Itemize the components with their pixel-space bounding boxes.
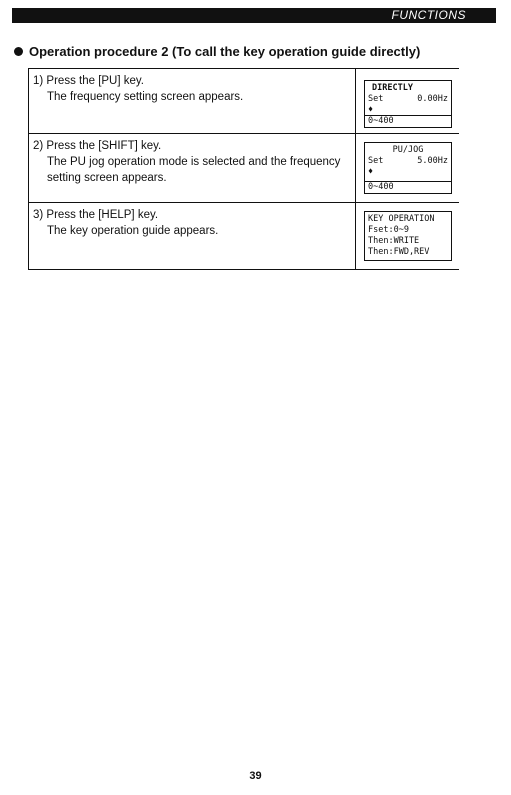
lcd-guide-line: Then:FWD,REV xyxy=(368,247,430,257)
section-title-text: Operation procedure 2 (To call the key operation guide directly) xyxy=(29,44,421,59)
step-description: The key operation guide appears. xyxy=(47,225,219,237)
step-description: The PU jog operation mode is selected and the frequency setting screen appears. xyxy=(47,156,341,184)
lcd-guide-line: Fset:0~9 xyxy=(368,225,409,235)
lcd-set-label: Set xyxy=(368,156,384,166)
lcd-display xyxy=(364,211,452,261)
step-title: 3) Press the [HELP] key. xyxy=(33,209,159,221)
lcd-set-value: 5.00Hz xyxy=(417,156,448,166)
step-display-cell xyxy=(356,134,459,202)
section-title xyxy=(14,44,420,59)
lcd-arrow-icon: ♦ xyxy=(368,167,374,177)
lcd-guide-line: Then:WRITE xyxy=(368,236,420,246)
step-row xyxy=(29,202,459,269)
step-row xyxy=(29,69,459,133)
step-display-cell xyxy=(356,69,459,133)
lcd-set-label: Set xyxy=(368,94,384,104)
lcd-arrow-icon: ♦ xyxy=(368,105,374,115)
step-text xyxy=(29,203,356,269)
lcd-display xyxy=(364,142,452,194)
lcd-display xyxy=(364,80,452,128)
page-number: 39 xyxy=(249,770,262,782)
lcd-set-line xyxy=(368,94,448,105)
lcd-set-line xyxy=(368,156,448,167)
header-bar xyxy=(12,8,496,23)
lcd-guide-title: KEY OPERATION xyxy=(368,214,435,224)
step-text xyxy=(29,134,356,202)
step-display-cell xyxy=(356,203,459,269)
procedure-table xyxy=(28,68,459,270)
lcd-mode-line: DIRECTLY xyxy=(372,83,413,93)
bullet-icon xyxy=(14,47,23,56)
section-header-label: FUNCTIONS xyxy=(391,8,466,22)
step-title: 1) Press the [PU] key. xyxy=(33,75,144,87)
step-row xyxy=(29,133,459,202)
step-title: 2) Press the [SHIFT] key. xyxy=(33,140,162,152)
lcd-range: 0~400 xyxy=(365,181,451,193)
lcd-range: 0~400 xyxy=(365,115,451,127)
lcd-mode-line: PU/JOG xyxy=(392,145,424,155)
step-text xyxy=(29,69,356,133)
lcd-set-value: 0.00Hz xyxy=(417,94,448,104)
step-description: The frequency setting screen appears. xyxy=(47,91,244,103)
